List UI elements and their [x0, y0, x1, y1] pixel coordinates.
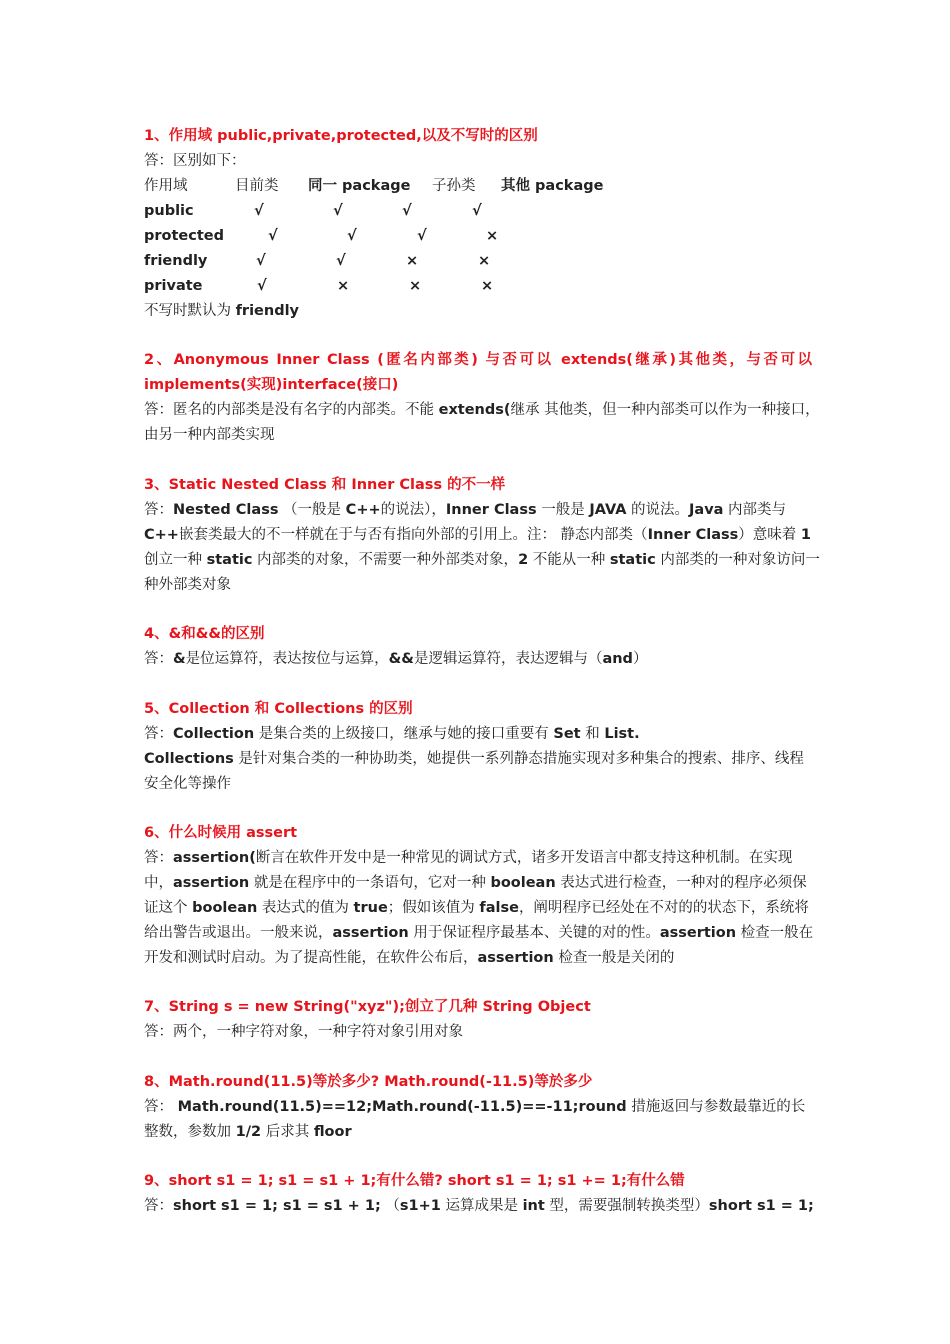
- row-cell: √: [256, 253, 266, 269]
- row-cell: ×: [481, 278, 494, 294]
- answer-8-line1: 答： Math.round(11.5)==12;Math.round(-11.5)==-11;round 措施返回与参数最靠近的长: [144, 1099, 806, 1115]
- access-table-header: [144, 174, 812, 199]
- table-row-protected: [144, 224, 812, 249]
- row-cell: ×: [337, 278, 350, 294]
- row-cell: ×: [486, 228, 499, 244]
- header-other-package: 其他 package: [501, 178, 604, 194]
- answer-6-line3: 证这个 boolean 表达式的值为 true；假如该值为 false，阐明程序已经处在不对的的状态下，系统将: [144, 900, 809, 916]
- row-label: friendly: [144, 253, 208, 269]
- question-2-heading-line2: implements(实现)interface(接口): [144, 377, 399, 393]
- answer-3-line4: 种外部类对象: [144, 577, 231, 593]
- answer-3-line1: 答：Nested Class （一般是 C++的说法），Inner Class 一般是 JAVA 的说法。Java 内部类与: [144, 502, 787, 518]
- question-2-heading-line1: 2、Anonymous Inner Class (匿名内部类) 与否可以 extends(继承)其他类，与否可以: [144, 352, 812, 368]
- answer-3-line3: 创立一种 static 内部类的对象，不需要一种外部类对象，2 不能从一种 static 内部类的一种对象访问一: [144, 552, 820, 568]
- header-current-class: 目前类: [235, 178, 279, 194]
- answer-6-line5: 开发和测试时启动。为了提高性能，在软件公布后，assertion 检查一般是关闭的: [144, 950, 675, 966]
- row-cell: √: [402, 203, 412, 219]
- row-cell: √: [254, 203, 264, 219]
- row-cell: ×: [406, 253, 419, 269]
- row-label: public: [144, 203, 194, 219]
- row-cell: √: [347, 228, 357, 244]
- table-row-public: [144, 199, 812, 224]
- question-9-heading: 9、short s1 = 1; s1 = s1 + 1;有什么错? short s1 = 1; s1 += 1;有什么错: [144, 1173, 685, 1189]
- row-cell: √: [336, 253, 346, 269]
- header-same-package: 同一 package: [308, 178, 411, 194]
- table-row-private: [144, 274, 812, 299]
- answer-8-line2: 整数，参数加 1/2 后求其 floor: [144, 1124, 352, 1140]
- row-label: private: [144, 278, 203, 294]
- row-cell: √: [257, 278, 267, 294]
- answer-4: 答：&是位运算符，表达按位与运算，&&是逻辑运算符，表达逻辑与（and）: [144, 651, 648, 667]
- question-5-heading: 5、Collection 和 Collections 的区别: [144, 701, 413, 717]
- answer-9-line1: 答：short s1 = 1; s1 = s1 + 1; （s1+1 运算成果是 int 型，需要强制转换类型）short s1 = 1;: [144, 1198, 814, 1214]
- question-8-heading: 8、Math.round(11.5)等於多少? Math.round(-11.5)等於多少: [144, 1074, 593, 1090]
- row-cell: ×: [409, 278, 422, 294]
- answer-7: 答：两个，一种字符对象，一种字符对象引用对象: [144, 1024, 463, 1040]
- question-4-heading: 4、&和&&的区别: [144, 626, 265, 642]
- question-6-heading: 6、什么时候用 assert: [144, 825, 298, 841]
- answer-3-line2: C++嵌套类最大的不一样就在于与否有指向外部的引用上。注： 静态内部类（Inner Class）意味着 1: [144, 527, 811, 543]
- answer-5-line3: 安全化等操作: [144, 776, 231, 792]
- row-cell: √: [268, 228, 278, 244]
- table-row-friendly: [144, 249, 812, 274]
- answer-5-line2: Collections 是针对集合类的一种协助类，她提供一系列静态措施实现对多种集合的搜索、排序、线程: [144, 751, 804, 767]
- answer-6-line4: 给出警告或退出。一般来说，assertion 用于保证程序最基本、关键的对的性。assertion 检查一般在: [144, 925, 814, 941]
- answer-1-note: 不写时默认为 friendly: [144, 303, 299, 319]
- answer-2-line2: 由另一种内部类实现: [144, 427, 275, 443]
- header-subclass: 子孙类: [432, 178, 476, 194]
- header-scope: 作用域: [144, 178, 188, 194]
- question-7-heading: 7、String s = new String("xyz");创立了几种 String Object: [144, 999, 591, 1015]
- answer-2-line1: 答：匿名的内部类是没有名字的内部类。不能 extends(继承 其他类，但一种内部类可以作为一种接口，: [144, 402, 820, 418]
- row-label: protected: [144, 228, 224, 244]
- row-cell: √: [417, 228, 427, 244]
- answer-6-line2: 中，assertion 就是在程序中的一条语句，它对一种 boolean 表达式进行检查，一种对的程序必须保: [144, 875, 807, 891]
- answer-1-intro: 答：区别如下：: [144, 153, 246, 169]
- answer-6-line1: 答：assertion(断言在软件开发中是一种常见的调试方式，诸多开发语言中都支持这种机制。在实现: [144, 850, 793, 866]
- answer-5-line1: 答：Collection 是集合类的上级接口，继承与她的接口重要有 Set 和 List.: [144, 726, 640, 742]
- row-cell: √: [472, 203, 482, 219]
- question-3-heading: 3、Static Nested Class 和 Inner Class 的不一样: [144, 477, 506, 493]
- row-cell: √: [333, 203, 343, 219]
- question-1-heading: 1、作用域 public,private,protected,以及不写时的区别: [144, 128, 538, 144]
- row-cell: ×: [478, 253, 491, 269]
